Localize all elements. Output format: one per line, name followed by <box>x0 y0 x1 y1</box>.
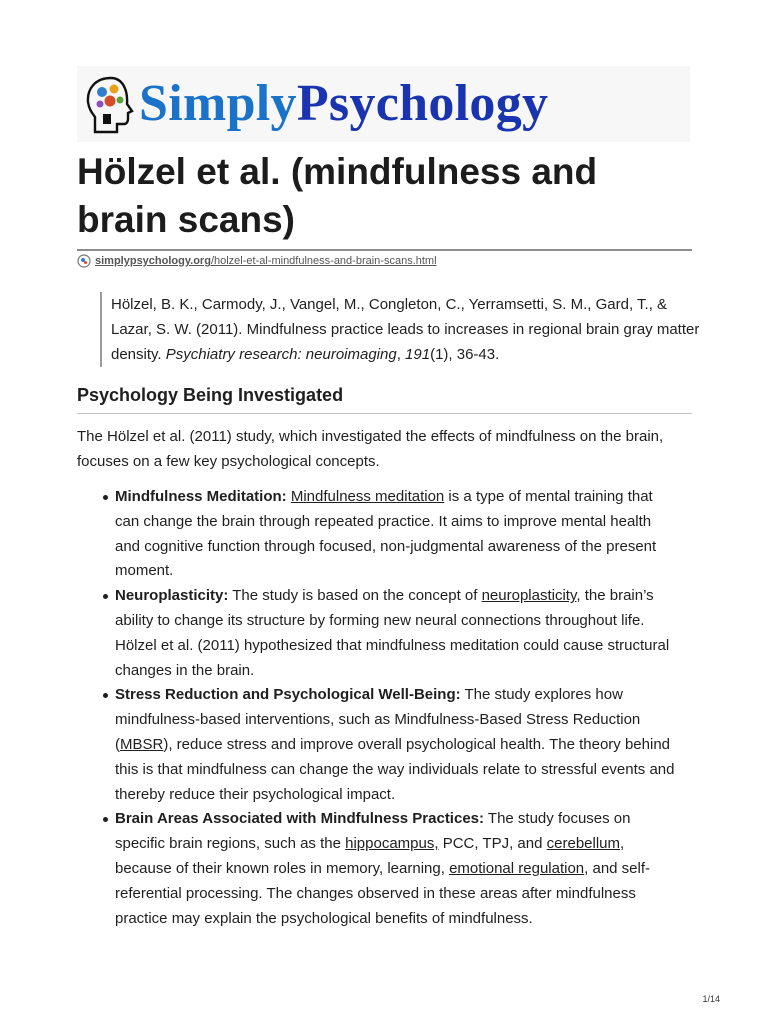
neuroplasticity-link[interactable]: neuroplasticity <box>481 587 577 605</box>
bullet-label: Mindfulness Meditation: <box>115 488 287 505</box>
hippocampus-link[interactable]: hippocampus, <box>345 835 439 853</box>
bullet-label: Brain Areas Associated with Mindfulness Practices: <box>115 810 485 828</box>
citation-issue-pages: (1), 36-43. <box>430 346 500 363</box>
logo-simply-text: Simply <box>139 75 297 132</box>
page-title: Hölzel et al. (mindfulness and brain scans) <box>77 151 598 240</box>
cerebellum-link[interactable]: cerebellum <box>546 835 621 853</box>
head-gears-icon <box>81 72 137 136</box>
source-url[interactable] <box>77 254 437 268</box>
bullet-text: , and self-referential processing. The changes observed in these areas after mindfulness practice may explain the psychological benefits of mindfulness. <box>115 859 651 927</box>
bullet-dot <box>103 817 108 822</box>
mbsr-link[interactable]: MBSR <box>120 735 164 753</box>
citation-journal: Psychiatry research: neuroimaging <box>165 346 397 363</box>
bullet-label: Stress Reduction and Psychological Well-Being: <box>115 686 461 704</box>
bullet-dot <box>103 495 108 500</box>
page-number: 1/14 <box>702 994 720 1004</box>
title-divider <box>77 249 692 251</box>
citation-volume: 191 <box>405 346 431 363</box>
list-item <box>77 683 677 807</box>
list-item <box>77 584 677 683</box>
section-heading: Psychology Being Investigated <box>77 385 344 405</box>
url-domain-link[interactable]: simplypsychology.org <box>95 255 211 267</box>
section-divider <box>77 413 692 414</box>
bullet-text: PCC, TPJ, and <box>438 835 547 853</box>
citation-block <box>100 292 701 367</box>
list-item <box>77 807 677 931</box>
url-path-link[interactable]: /holzel-et-al-mindfulness-and-brain-scans.html <box>210 255 437 267</box>
intro-paragraph: The Hölzel et al. (2011) study, which investigated the effects of mindfulness on the brain, focuses on a few key psychological concepts. <box>77 428 664 470</box>
bullet-text: The study explores how mindfulness-based interventions, such as Mindfulness-Based Stress Reduction ( <box>115 686 641 753</box>
list-item <box>77 485 677 584</box>
bullet-label: Neuroplasticity: <box>115 587 229 605</box>
bullet-dot <box>103 693 108 698</box>
site-favicon-icon <box>77 254 91 268</box>
bullet-text: , because of their known roles in memory, learning, <box>115 835 625 877</box>
citation-sep: , <box>396 346 406 363</box>
bullet-dot <box>103 594 108 599</box>
emotional-regulation-link[interactable]: emotional regulation <box>449 859 585 877</box>
mindfulness-meditation-link[interactable]: Mindfulness meditation <box>290 488 445 505</box>
concept-list <box>77 485 677 931</box>
bullet-text: is a type of mental training that can change the brain through repeated practice. It aims to improve mental health and cognitive function through focused, non-judgmental awareness of the present moment. <box>115 488 657 580</box>
bullet-text: , the brain’s ability to change its structure by forming new neural connections throughout life. Hölzel et al. (2011) hypothesized that mindfulness meditation could cause structural changes in the brain. <box>115 587 670 679</box>
bullet-text: ), reduce stress and improve overall psychological health. The theory behind this is that mindfulness can change the way individuals relate to stressful events and thereby reduce their psychological impact. <box>115 735 675 803</box>
citation-text: Hölzel, B. K., Carmody, J., Vangel, M., Congleton, C., Yerramsetti, S. M., Gard, T., & Lazar, S. W. (2011). Mindfulness practice leads to increases in regional brain gray matter density. <box>111 296 700 363</box>
logo-psychology-text: Psychology <box>296 75 549 132</box>
site-logo[interactable] <box>77 66 690 142</box>
bullet-text: The study focuses on specific brain regions, such as the <box>115 810 631 853</box>
bullet-text: The study is based on the concept of <box>228 587 482 605</box>
